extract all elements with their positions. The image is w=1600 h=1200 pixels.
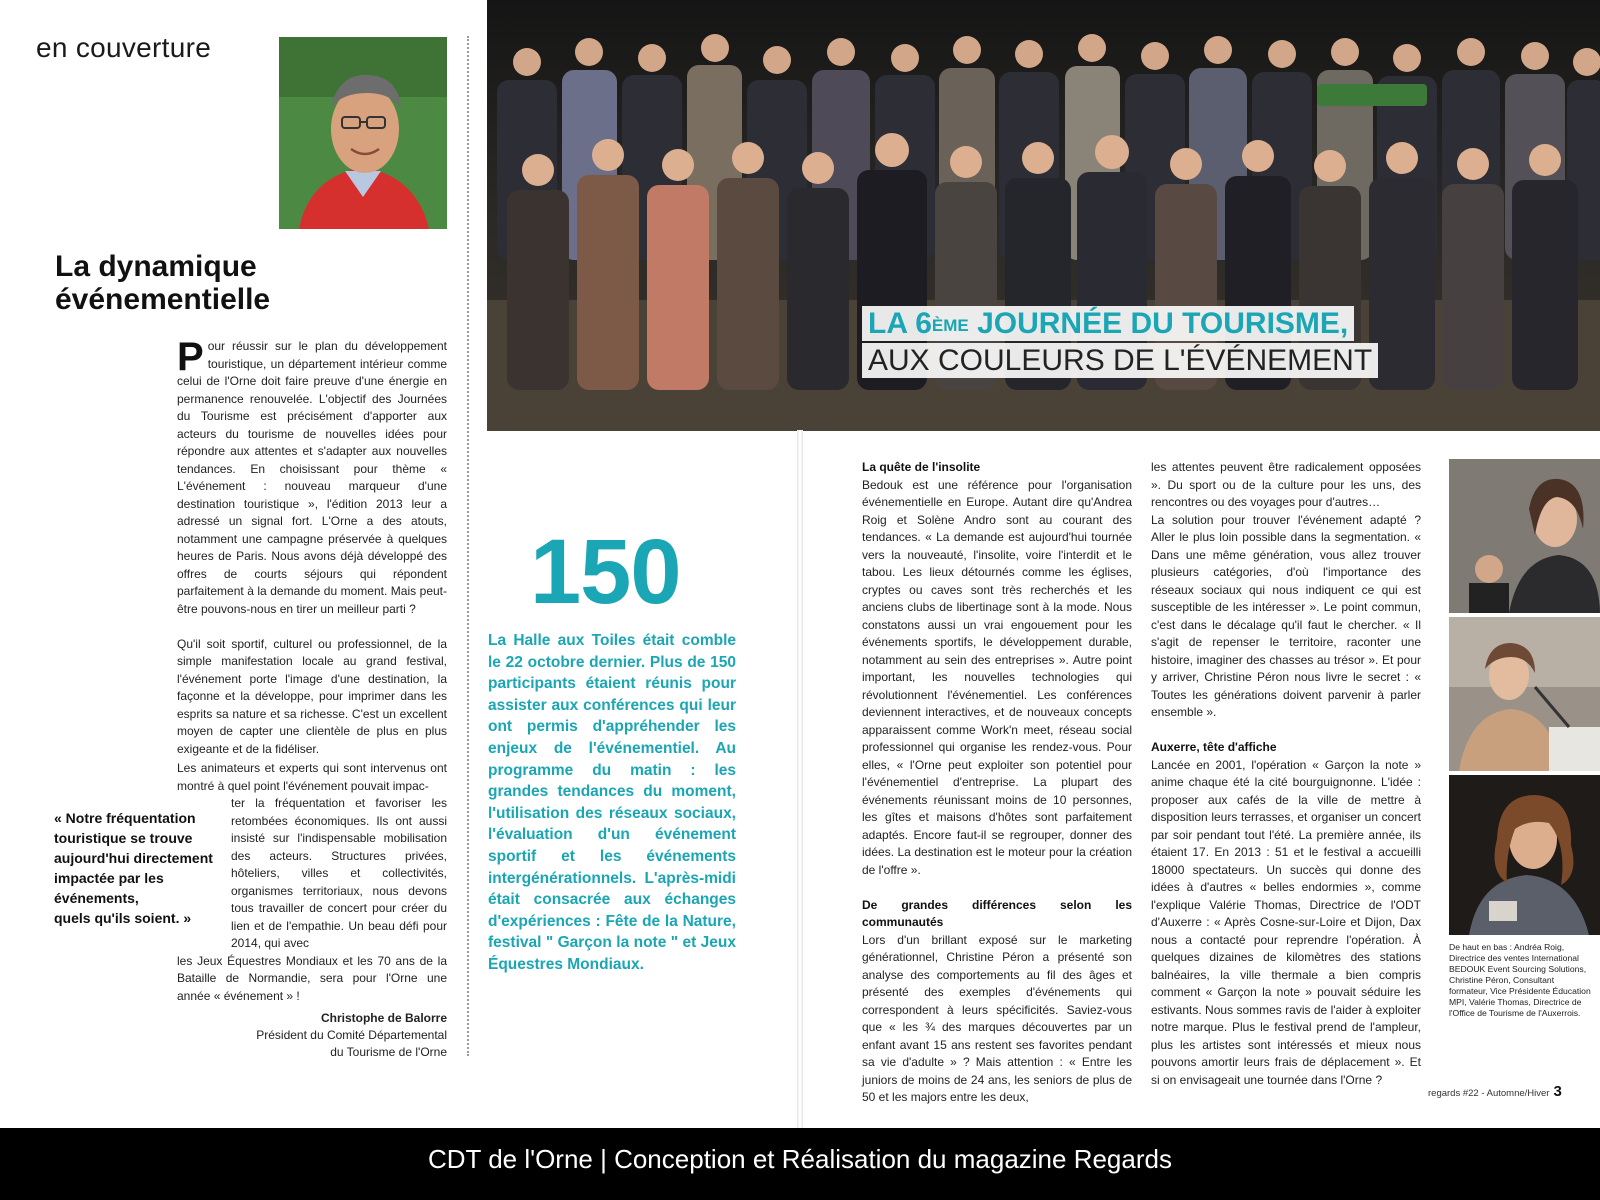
page-folio (1428, 1083, 1562, 1100)
subheading-insolite: La quête de l'insolite (862, 460, 981, 474)
page-number: 3 (1553, 1083, 1562, 1100)
quote-line: événements, (54, 890, 139, 906)
paragraph-communautes: Lors d'un brillant exposé sur le marketing générationnel, Christine Péron a présenté son analyse des comportements au fil des âges et présenté des exemples d'événements qui correspondent à leurs spécificités. Saviez-vous que « les ¾ des marques découvertes par un enfant avant 15 ans restent ses favorites pendant sa vie d'adulte » ? Mais attention : « Entre les juniors de moins de 24 ans, les seniors de plus de 50 et les majors entre les deux, (862, 932, 1132, 1104)
banner-line-1-post: JOURNÉE DU TOURISME, (968, 307, 1349, 340)
paragraph-1-text: our réussir sur le plan du développement touristique, un département intérieur comme celui de l'Orne doit faire preuve d'une énergie en permanence renouvelée. L'objectif des Journées du Tourisme est précisément d'apporter aux acteurs du tourisme de nouvelles idées pour répondre aux attentes et s'adapter aux nouvelles tendances. En choisissant pour thème « L'événement : nouveau marqueur d'une destination touristique », l'édition 2013 leur a adressé un signal fort. L'Orne a des atouts, notamment une campagne préservée à quelques heures de Paris. Nous avons déjà développé des offres de courts séjours qui répondent parfaitement à la demande du moment. Mais peut-être pouvons-nous en tirer un meilleur parti ? (177, 339, 447, 616)
paragraph-3-end: les Jeux Équestres Mondiaux et les 70 ans de la Bataille de Normandie, sera pour l'Orne une année « événement » ! (177, 953, 447, 1003)
signature-name: Christophe de Balorre (320, 1011, 447, 1025)
banner-line-1-pre: LA 6 (868, 307, 932, 340)
paragraph-solution: La solution pour trouver l'événement adapté ? Aller le plus loin possible dans la segmentation. « Dans une même génération, vous allez trouver plusieurs catégories, d'où l'importance des réseaux sociaux qui nous indiquent ce qui est susceptible de les intéresser ». Le point commun, c'est dans le décalage qu'il faut le chercher. « Il s'agit de repenser le territoire, raconter une histoire, imaginer des chasses au trésor ». Et pour y arriver, Christine Péron nous livre le secret : « Toutes les générations doivent parvenir à parler ensemble ». (1151, 512, 1421, 719)
headline-line-1: La dynamique (55, 250, 257, 283)
footer-credit: CDT de l'Orne | Conception et Réalisation du magazine Regards (428, 1144, 1172, 1174)
pull-quote (54, 808, 222, 928)
quote-line: aujourd'hui directement (54, 850, 213, 866)
paragraph-attentes: les attentes peuvent être radicalement opposées ». Du sport ou de la culture pour les uns, des rencontres ou des voyages pour d'autres… (1151, 460, 1421, 509)
banner-line-1 (862, 306, 1354, 341)
quote-line: impactée par les (54, 870, 164, 886)
subheading-communautes: De grandes différences selon les communautés (862, 897, 1132, 929)
banner-line-2: AUX COULEURS DE L'ÉVÉNEMENT (862, 343, 1378, 378)
intro-paragraph-1 (177, 335, 447, 618)
article-headline (55, 250, 270, 316)
photo-banner-title (862, 306, 1447, 378)
paragraph-3-indented: ter la fréquentation et favoriser les retombées économiques. Ils ont aussi insisté sur l'indispensable mobilisation des acteurs. Structures privées, hôteliers, villes et collectivités, organismes territoriaux, nous devons tous travailler de concert pour créer du lien et de l'empathie. Un beau défi pour 2014, qui avec (231, 796, 447, 950)
signature-role: du Tourisme de l'Orne (330, 1045, 447, 1059)
speaker-photo-3 (1449, 775, 1600, 935)
speaker-photo-1 (1449, 459, 1600, 613)
paragraph-insolite: Bedouk est une référence pour l'organisation événementielle en Europe. Autant dire qu'Andrea Roig et Solène Andro sont au courant des tendances. « La demande est aujourd'hui tournée vers la nouveauté, l'insolite, voire l'interdit et le tabou. Les lieux détournés comme les églises, cryptes ou caves sont très recherchés et les anciens clubs de libertinage sont à la mode. Nous constatons aussi un vrai engouement pour les événements sportifs, le développement durable, notamment au sein des entreprises ». Autre point important, les nouvelles technologies qui révolutionnent l'événementiel. Les conférences deviennent interactives, et de nouveaux concepts apparaissent comme Work'n meet, réseau social professionnel qui organise les rendez-vous. Pour elles, « l'Orne peut exploiter son potentiel pour l'événementiel d'entreprise. La plupart des événements réunissant moins de 10 personnes, les gîtes et maisons d'hôtes sont parfaitement adaptés. Encore faut-il se regrouper, donner des idées. La destination est le moteur pour la création de l'offre ». (862, 477, 1132, 877)
intro-paragraph-2: Qu'il soit sportif, culturel ou professionnel, de la simple manifestation locale au grand festival, l'événement porte l'image d'une destination, la façonne et la développe, pour imprimer dans les esprits sa nature et sa richesse. C'est un excellent moyen de capter une clientèle de plus en plus exigeante et de la fidéliser. (177, 636, 447, 756)
speaker-photo-2 (1449, 617, 1600, 771)
drop-cap: P (177, 335, 204, 379)
folio-label: regards #22 - Automne/Hiver (1428, 1088, 1550, 1099)
portrait-photo (279, 37, 447, 229)
article-column-1 (862, 459, 1132, 1107)
intro-column (177, 335, 447, 776)
quote-line: « Notre fréquentation (54, 810, 196, 826)
article-column-2 (1151, 459, 1421, 1089)
photo-caption: De haut en bas : Andréa Roig, Directrice des ventes International BEDOUK Event Sourcing Solutions, Christine Péron, Consultant formateur, Vice Présidente Éducation MPI, Valérie Thomas, Directrice de l'Office de Tourisme de l'Auxerrois. (1449, 942, 1591, 1018)
quote-line: quels qu'ils soient. » (54, 910, 192, 926)
stat-number: 150 (530, 521, 681, 623)
quote-line: touristique se trouve (54, 830, 193, 846)
paragraph-auxerre: Lancée en 2001, l'opération « Garçon la note » anime chaque été la cité bourguignonne. L'idée : proposer aux cafés de la ville de mettre à disposition leurs terrasses, et organiser un concert par soir pendant tout l'été. La première année, ils étaient 17. En 2013 : 51 et le festival a accueilli 18000 spectateurs. Un succès qui donne des idées à d'autres « belles endormies », comme l'explique Valérie Thomas, Directrice de l'ODT d'Auxerre : « Après Cosne-sur-Loire et Dijon, Dax nous a contacté pour reprendre l'opération. À quelques dizaines de kilomètres des stations balnéaires, la ville thermale a bien compris comment « Garçon la note » pouvait séduire les estivants. Nous sommes ravis de l'aider à exploiter notre marque. Plus le festival prend de l'ampleur, plus les artistes sont intéressés et mieux nous pouvons amortir leurs frais de déplacement ». Et si on envisageait une tournée dans l'Orne ? (1151, 757, 1421, 1087)
page-gutter (797, 430, 803, 1128)
signature-role: Président du Comité Départemental (256, 1028, 447, 1042)
paragraph-3-start: Les animateurs et experts qui sont intervenus ont montré à quel point l'événement pouvait impac- (177, 761, 447, 793)
subheading-auxerre: Auxerre, tête d'affiche (1151, 740, 1277, 754)
column-divider (467, 36, 469, 1056)
signature (200, 1010, 447, 1061)
stat-description: La Halle aux Toiles était comble le 22 octobre dernier. Plus de 150 participants étaient réunis pour assister aux conférences qui leur ont permis d'appréhender les enjeux de l'événementiel. Au programme du matin : les grandes tendances du moment, l'utilisation des réseaux sociaux, l'évaluation d'un événement sportif et les événements intergénérationnels. L'après-midi était consacrée aux échanges d'expériences : Fête de la Nature, festival " Garçon la note " et Jeux Équestres Mondiaux. (488, 632, 736, 973)
banner-superscript: ÈME (931, 316, 969, 335)
section-kicker: en couverture (36, 32, 212, 63)
headline-line-2: événementielle (55, 283, 271, 316)
